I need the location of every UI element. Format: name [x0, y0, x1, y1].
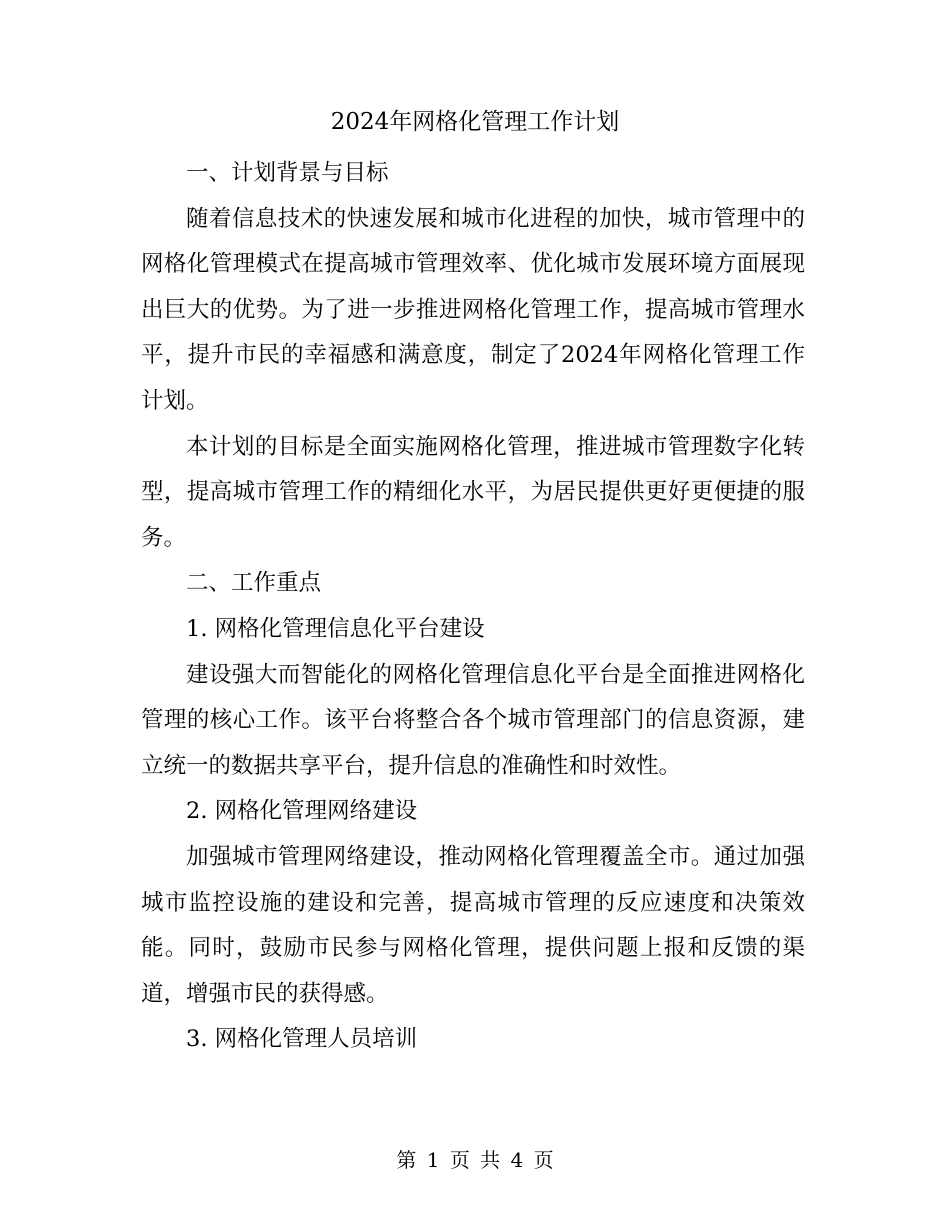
subheading-2: 2. 网格化管理网络建设	[186, 798, 418, 825]
document-title: 2024年网格化管理工作计划	[330, 109, 620, 135]
paragraph-background: 随着信息技术的快速发展和城市化进程的加快，城市管理中的网格化管理模式在提高城市管理效率、优化城市发展环境方面展现出巨大的优势。为了进一步推进网格化管理工作，提高城市管理水平，提升市民的幸福感和满意度，制定了2024年网格化管理工作计划。	[141, 205, 805, 414]
document-body	[141, 151, 805, 1063]
paragraph-platform: 建设强大而智能化的网格化管理信息化平台是全面推进网格化管理的核心工作。该平台将整合各个城市管理部门的信息资源，建立统一的数据共享平台，提升信息的准确性和时效性。	[141, 661, 805, 779]
page-footer: 第 1 页 共 4 页	[396, 1148, 554, 1172]
subheading-3: 3. 网格化管理人员培训	[186, 1026, 418, 1053]
section-heading-1: 一、计划背景与目标	[186, 160, 389, 186]
paragraph-goal: 本计划的目标是全面实施网格化管理，推进城市管理数字化转型，提高城市管理工作的精细化水平，为居民提供更好更便捷的服务。	[141, 433, 805, 551]
section-heading-2: 二、工作重点	[186, 570, 322, 597]
paragraph-network: 加强城市管理网络建设，推动网格化管理覆盖全市。通过加强城市监控设施的建设和完善，提高城市管理的反应速度和决策效能。同时，鼓励市民参与网格化管理，提供问题上报和反馈的渠道，增强市民的获得感。	[141, 843, 805, 1007]
subheading-1: 1. 网格化管理信息化平台建设	[186, 615, 485, 642]
